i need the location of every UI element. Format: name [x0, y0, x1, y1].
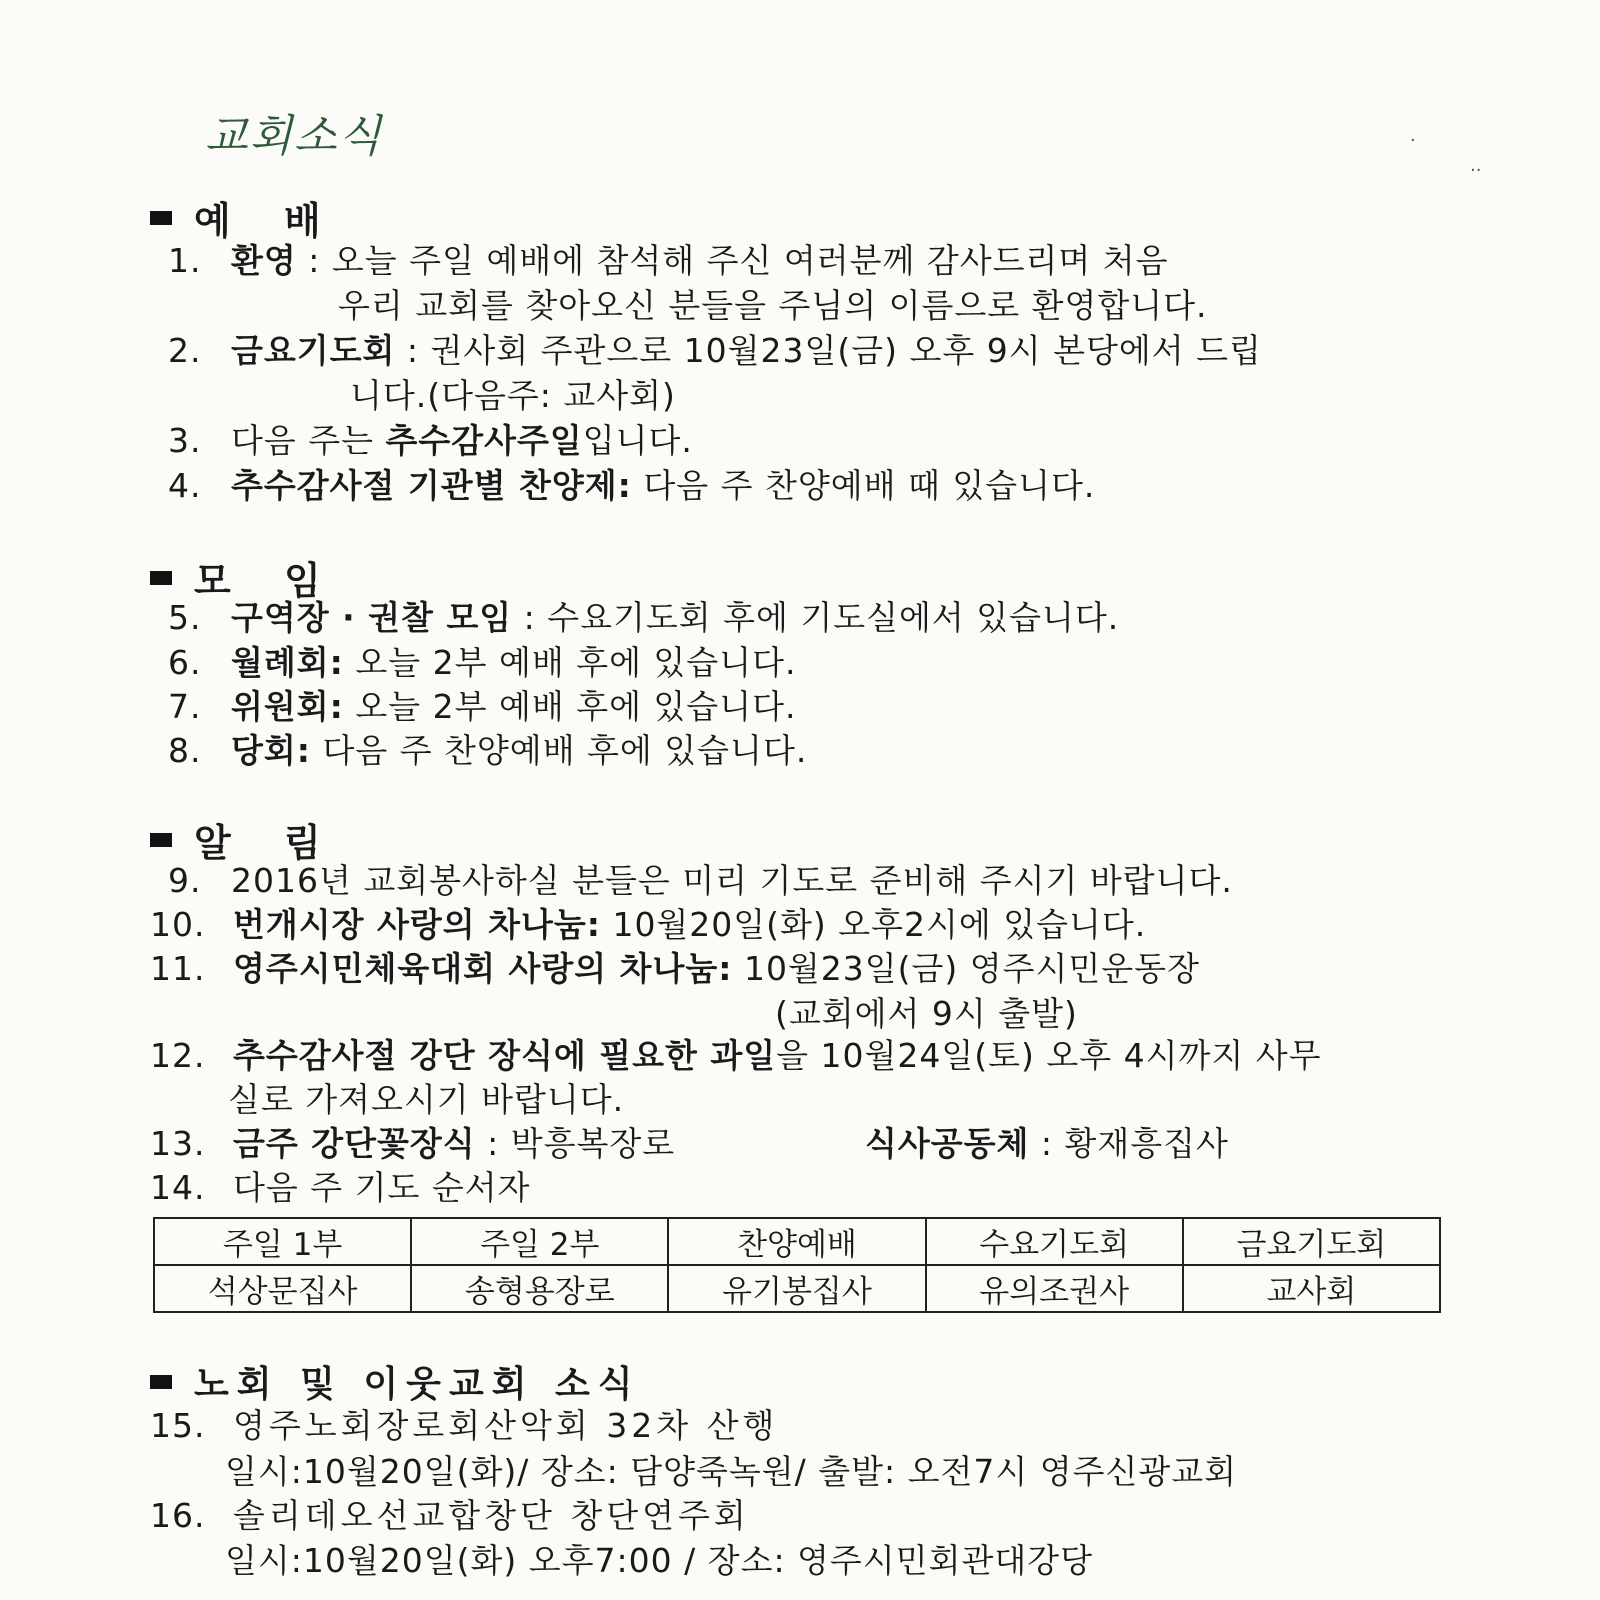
item-text: 일시:10월20일(화) 오후7:00 / 장소: 영주시민회관대강당	[225, 1541, 1093, 1580]
meeting-item-5	[168, 592, 1119, 639]
worship-item-3	[168, 415, 693, 462]
square-bullet-icon	[150, 833, 172, 847]
scan-speck-icon: ·	[1410, 130, 1416, 151]
item-text: 일시:10월20일(화)/ 장소: 담양죽녹원/ 출발: 오전7시 영주신광교회	[225, 1452, 1237, 1491]
item-text: 오늘 2부 예배 후에 있습니다.	[343, 687, 797, 726]
section-title: 예 배	[194, 199, 341, 243]
worship-item-2	[168, 325, 1262, 372]
item-text: 우리 교회를 찾아오신 분들을 주님의 이름으로 환영합니다.	[338, 286, 1208, 325]
item-text: 다음 주 찬양예배 때 있습니다.	[631, 466, 1096, 505]
worship-item-1-cont	[338, 280, 1208, 327]
table-cell: 송형용장로	[411, 1265, 668, 1312]
item-text: 을 10월24일(토) 오후 4시까지 사무	[776, 1036, 1322, 1075]
item-text: 입니다.	[582, 421, 693, 460]
table-header-row	[154, 1218, 1440, 1265]
section-title: 노회 및 이웃교회 소식	[194, 1364, 641, 1405]
prayer-schedule-table	[153, 1217, 1441, 1313]
table-cell: 유기봉집사	[668, 1265, 925, 1312]
worship-item-4	[168, 460, 1095, 507]
presbytery-item-16-detail	[225, 1535, 1093, 1582]
item-number: 14.	[150, 1168, 206, 1207]
item-text: 다음 주는	[231, 421, 386, 460]
table-row	[154, 1265, 1440, 1312]
item-text: : 수요기도회 후에 기도실에서 있습니다.	[512, 598, 1120, 637]
item-text: : 박흥복장로	[475, 1124, 676, 1163]
presbytery-item-16	[150, 1490, 750, 1537]
item-label: 위원회:	[231, 687, 344, 726]
item-label: 당회:	[231, 731, 311, 770]
item-number: 8.	[168, 731, 202, 770]
item-text: 다음 주 기도 순서자	[232, 1168, 531, 1207]
item-number: 5.	[168, 598, 202, 637]
item-number: 11.	[150, 949, 206, 988]
item-label: 금요기도회	[231, 331, 396, 370]
table-header-cell: 찬양예배	[668, 1218, 925, 1265]
item-label: 환영	[231, 241, 297, 280]
table-header-cell: 수요기도회	[926, 1218, 1183, 1265]
item-number: 4.	[168, 466, 202, 505]
item-label: 영주노회장로회산악회 32차 산행	[232, 1406, 779, 1445]
section-title: 모 임	[194, 559, 341, 603]
item-number: 15.	[150, 1406, 206, 1445]
item-number: 13.	[150, 1124, 206, 1163]
item-text: 2016년 교회봉사하실 분들은 미리 기도로 준비해 주시기 바랍니다.	[231, 861, 1233, 900]
item-text: 실로 가져오시기 바랍니다.	[228, 1080, 625, 1119]
presbytery-item-15	[150, 1400, 778, 1447]
notice-item-12	[150, 1030, 1321, 1077]
notice-item-11-cont	[775, 988, 1078, 1035]
table-header-cell: 주일 2부	[411, 1218, 668, 1265]
worship-item-2-cont	[350, 370, 676, 417]
notice-item-12-cont	[228, 1074, 624, 1121]
item-label: 솔리데오선교합창단 창단연주회	[232, 1496, 750, 1535]
item-number: 9.	[168, 861, 202, 900]
scan-speck-icon: ··	[1470, 160, 1482, 181]
notice-item-9	[168, 855, 1233, 902]
table-cell: 교사회	[1183, 1265, 1440, 1312]
table-header-cell: 주일 1부	[154, 1218, 411, 1265]
item-number: 16.	[150, 1496, 206, 1535]
notice-item-11	[150, 943, 1200, 990]
section-title: 알 림	[194, 821, 341, 865]
notice-item-14	[150, 1162, 530, 1209]
item-label: 추수감사주일	[385, 421, 583, 460]
item-label: 금주 강단꽃장식	[232, 1124, 476, 1163]
presbytery-item-15-detail	[225, 1446, 1237, 1493]
meeting-item-7	[168, 681, 796, 728]
item-number: 12.	[150, 1036, 206, 1075]
item-label: 식사공동체	[865, 1124, 1030, 1163]
item-number: 10.	[150, 905, 206, 944]
item-number: 1.	[168, 241, 202, 280]
item-label: 월례회:	[231, 643, 344, 682]
worship-item-1	[168, 235, 1169, 282]
item-number: 2.	[168, 331, 202, 370]
square-bullet-icon	[150, 1375, 172, 1389]
square-bullet-icon	[150, 211, 172, 225]
item-text: 10월20일(화) 오후2시에 있습니다.	[600, 905, 1147, 944]
item-label: 영주시민체육대회 사랑의 차나눔:	[232, 949, 733, 988]
notice-item-10	[150, 899, 1146, 946]
item-text: 10월23일(금) 영주시민운동장	[732, 949, 1200, 988]
square-bullet-icon	[150, 571, 172, 585]
item-number: 7.	[168, 687, 202, 726]
item-number: 6.	[168, 643, 202, 682]
table-cell: 유의조권사	[926, 1265, 1183, 1312]
item-text: : 권사회 주관으로 10월23일(금) 오후 9시 본당에서 드립	[395, 331, 1262, 370]
item-number: 3.	[168, 421, 202, 460]
notice-item-13	[150, 1118, 675, 1165]
item-text: 오늘 2부 예배 후에 있습니다.	[343, 643, 797, 682]
page-title: 교회소식	[205, 111, 384, 162]
item-text: : 오늘 주일 예배에 참석해 주신 여러분께 감사드리며 처음	[296, 241, 1169, 280]
item-label: 구역장 · 권찰 모임	[231, 598, 513, 637]
item-text: 다음 주 찬양예배 후에 있습니다.	[310, 731, 808, 770]
item-text: 니다.(다음주: 교사회)	[350, 376, 676, 415]
item-text: (교회에서 9시 출발)	[775, 994, 1078, 1033]
item-label: 번개시장 사랑의 차나눔:	[232, 905, 601, 944]
item-label: 추수감사절 강단 장식에 필요한 과일	[232, 1036, 777, 1075]
notice-item-13-meal	[865, 1118, 1229, 1165]
item-text: : 황재흥집사	[1029, 1124, 1229, 1163]
table-cell: 석상문집사	[154, 1265, 411, 1312]
meeting-item-6	[168, 637, 796, 684]
table-header-cell: 금요기도회	[1183, 1218, 1440, 1265]
meeting-item-8	[168, 725, 807, 772]
item-label: 추수감사절 기관별 찬양제:	[231, 466, 632, 505]
